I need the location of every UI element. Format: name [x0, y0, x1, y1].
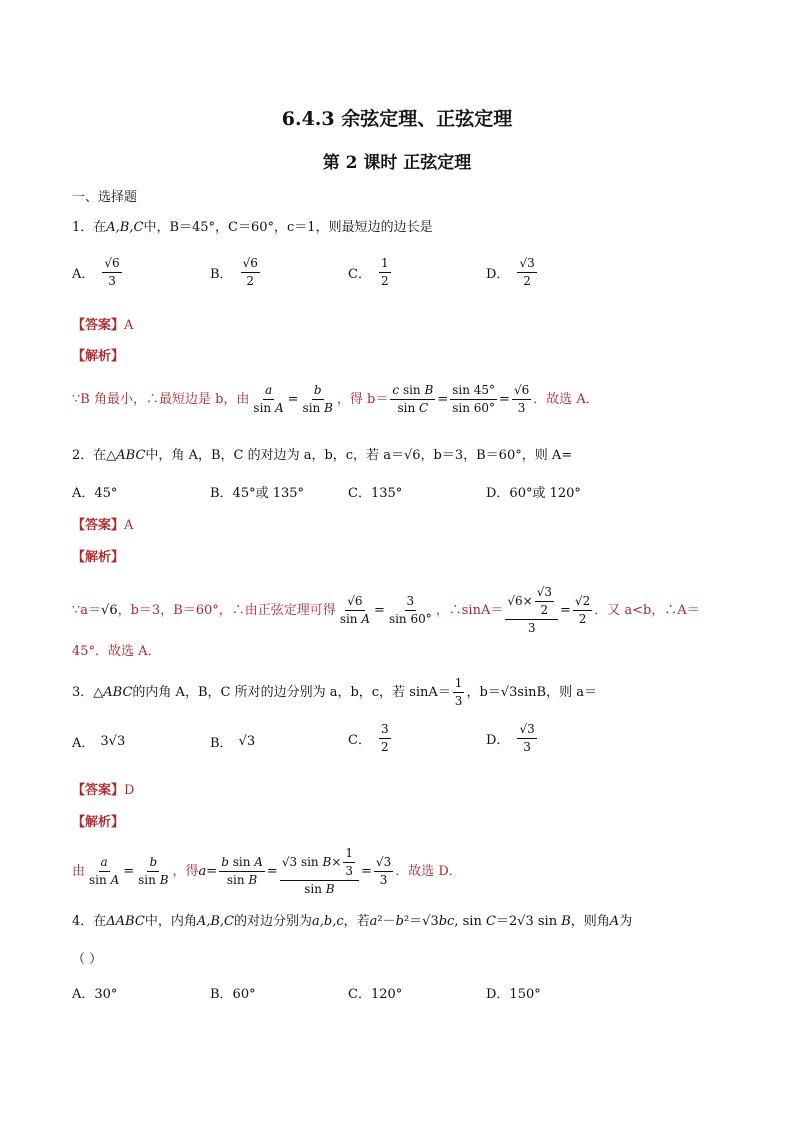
q3-analysis: 由 $\frac{a}{\text{sin A}}$ = $\frac{b}{\text{sin B}}$ ，得 a= $\frac{\text{b sin A}}{\text{sin B}}$ = √3 sin B× $\frac{1}{3}$ sin B = $\frac{√3}{3}$ ．故选 D．: [72, 846, 462, 896]
q1-answer: 【答案】A: [72, 318, 134, 333]
q3-option-b[interactable]: B． √3: [210, 734, 256, 751]
q3-option-a[interactable]: A． 3√3: [72, 734, 126, 751]
page-subtitle: 第 2 课时 正弦定理: [322, 153, 472, 173]
q1-abc: A,B,C: [106, 220, 144, 235]
q4-option-a[interactable]: A．30°: [72, 987, 118, 1002]
q2-option-a[interactable]: A．45°: [72, 486, 118, 501]
q2-analysis-cont: 45°．故选 A．: [72, 644, 161, 659]
question-3: 3．△ ABC 的内角 A，B，C 所对的边分别为 a，b，c，若 sinA＝ $\frac{1}{3}$ ，b＝ √3 sinB，则 a＝: [72, 676, 597, 708]
q4-option-d[interactable]: D．150°: [486, 987, 541, 1002]
q3-option-c[interactable]: C． $\frac{3}{2}$: [348, 722, 389, 754]
q2-option-b[interactable]: B．45°或 135°: [210, 486, 305, 501]
question-1: 1．在 A,B,C 中，B＝45°，C＝60°，c＝1，则最短边的边长是: [72, 218, 433, 238]
q2-answer: 【答案】A: [72, 518, 134, 533]
q1-option-a[interactable]: A． $\frac{√6}{3}$: [72, 256, 120, 288]
q3-answer: 【答案】D: [72, 783, 135, 798]
q4-option-c[interactable]: C．120°: [348, 987, 403, 1002]
q3-option-d[interactable]: D． $\frac{√3}{3}$: [486, 722, 535, 754]
q2-option-d[interactable]: D．60°或 120°: [486, 486, 581, 501]
q4-paren: （ ）: [72, 952, 103, 967]
q4-option-b[interactable]: B．60°: [210, 987, 256, 1002]
section-heading: 一、选择题: [72, 190, 138, 205]
page-title: 6.4.3 余弦定理、正弦定理: [281, 108, 513, 130]
question-2: 2．在△ ABC 中，角 A，B，C 的对边为 a，b，c，若 a＝ √6 ，b＝3，B＝60°，则 A=: [72, 448, 573, 463]
question-4: 4．在 ΔABC 中，内角 A,B,C 的对边分别为 a,b,c ，若 a²－b²＝√3bc, sin C＝2√3 sin B ，则角 A 为: [72, 914, 633, 929]
q2-option-c[interactable]: C．135°: [348, 486, 403, 501]
q1-option-d[interactable]: D． $\frac{√3}{2}$: [486, 256, 535, 288]
q1-option-c[interactable]: C． $\frac{1}{2}$: [348, 256, 389, 288]
q2-analysis-tag: 【解析】: [72, 550, 125, 565]
q1-option-b[interactable]: B． $\frac{√6}{2}$: [210, 256, 258, 288]
q3-analysis-tag: 【解析】: [72, 815, 125, 830]
q1-analysis-tag: 【解析】: [72, 349, 125, 364]
q2-analysis: ∵a＝ √6 ，b＝3，B＝60°，∴由正弦定理可得 $\frac{√6}{\text{sin A}}$ = $\frac{3}{\sin 60^\circ}$ ，∴sinA＝ √6× $\frac{√3}{2}$ 3 = $\frac{√2}{2}$ ．又 a<b，∴A＝: [72, 585, 700, 635]
q1-analysis: ∵B 角最小，∴最短边是 b，由 $\frac{a}{\text{sin A}}$ = $\frac{b}{\text{sin B}}$ ，得 b＝ $\frac{\text{c sin B}}{\text{sin C}}$ = $\frac{\sin 45^\circ}{\sin 60^\circ}$ = $\frac{√6}{3}$ ．故选 A．: [72, 383, 599, 415]
